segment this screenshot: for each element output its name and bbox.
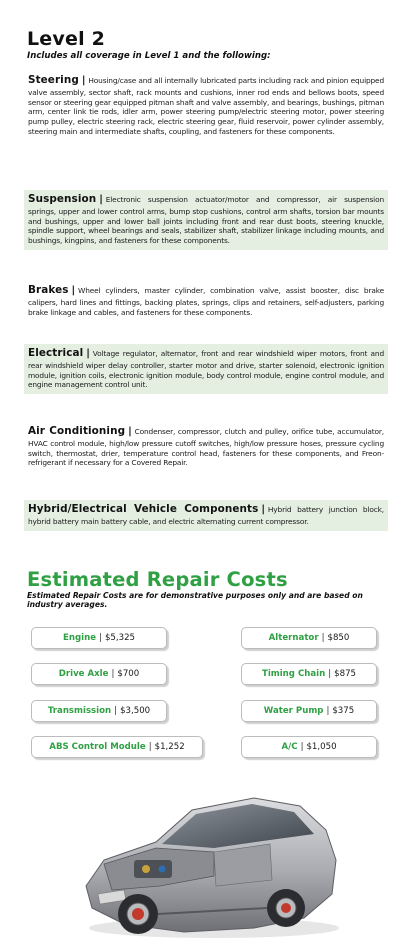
- section-brakes: [24, 281, 388, 321]
- section-heading: Electrical: [28, 347, 84, 359]
- section-text: Hybrid battery junction block, hybrid battery main battery cable, and electric alternating current compressor.: [28, 505, 384, 526]
- cost-separator: |: [328, 669, 332, 679]
- cost-name: Water Pump: [263, 706, 324, 716]
- section-heading: Steering: [28, 74, 79, 86]
- section-text: Housing/case and all internally lubricated parts including rack and pinion equipped valve assembly, sector shaft, rack mounts and cushions, inner rod ends and bellows boots, speed sensor or steering gear equipped pitman shaft and valve assembly, and bearings, bushings, pitman arm, center link tie rods, idler arm, power steering pump/electric steering motor, power steering pump pulley, electric steering rack, electric steering gear, fluid reservoir, power cylinder assembly, steering main and intermediate shafts, coupling, and fasteners for these components.: [28, 76, 384, 136]
- cost-pill-drive-axle: [31, 663, 167, 685]
- level-title: Level 2: [27, 28, 106, 50]
- section-separator: |: [81, 75, 86, 86]
- cost-separator: |: [321, 633, 325, 643]
- level-subtitle-pre: Includes all coverage in: [27, 51, 145, 61]
- front-brake: [132, 908, 144, 920]
- cost-pill-timing-chain: [241, 663, 377, 685]
- costs-title: Estimated Repair Costs: [27, 568, 288, 591]
- cost-name: Drive Axle: [58, 669, 109, 679]
- section-electrical: [24, 344, 388, 394]
- cost-value: $5,325: [104, 633, 136, 643]
- section-separator: |: [128, 426, 132, 437]
- costs-subtitle: Estimated Repair Costs are for demonstrative purposes only and are based on industry averages.: [27, 591, 363, 610]
- cost-value: $875: [334, 669, 357, 679]
- section-text: Electronic suspension actuator/motor and compressor, air suspension springs, upper and lower control arms, bump stop cushions, control arm shafts, torsion bar mounts and bushings, upper and lower ball joints including front and rear dust boots, steering knuckle, spindle support, wheel bearings and seals, stabilizer shaft, stabilizer linkage including mounts, and bushings, kingpins, and fasteners for these components.: [28, 195, 384, 246]
- level-subtitle-post: and the following:: [179, 51, 271, 61]
- cost-name: A/C: [281, 742, 298, 752]
- cost-name: Alternator: [268, 633, 319, 643]
- section-text: Voltage regulator, alternator, front and rear windshield wiper motors, front and rear windshield wiper delay controller, starter motor and drive, starter solenoid, electronic ignition module, ignition coils, electronic ignition module, body control module, engine control module, and engine management control unit.: [28, 349, 384, 390]
- engine-part: [159, 866, 166, 873]
- section-separator: |: [86, 348, 90, 359]
- car-illustration: [64, 768, 346, 944]
- cost-separator: |: [111, 669, 115, 679]
- cost-value: $850: [327, 633, 350, 643]
- cost-value: $1,050: [306, 742, 337, 752]
- car-cutaway-icon: [64, 768, 346, 944]
- level-subtitle: [27, 51, 387, 61]
- rear-brake: [281, 903, 291, 913]
- cost-separator: |: [114, 706, 118, 716]
- section-suspension: [24, 190, 388, 250]
- section-separator: |: [71, 285, 76, 296]
- cost-pill-abs-control-module: [31, 736, 203, 758]
- section-heading: Brakes: [28, 284, 69, 296]
- cost-pill-engine: [31, 627, 167, 649]
- section-air-conditioning: [24, 422, 388, 472]
- cost-name: Transmission: [47, 706, 112, 716]
- cost-value: $700: [117, 669, 140, 679]
- level-subtitle-bold: Level 1: [144, 51, 180, 61]
- engine-part: [142, 865, 150, 873]
- cost-separator: |: [99, 633, 102, 643]
- section-text: Condenser, compressor, clutch and pulley, orifice tube, accumulator, HVAC control module, high/low pressure cutoff switches, high/low pressure hoses, pressure cycling switch, thermostat, drier, temperature control head, fasteners for these components, and Freon-refrigerant if necessary for a Covered Repair.: [28, 427, 384, 468]
- section-hybrid-electrical: [24, 500, 388, 531]
- cost-pill-alternator: [241, 627, 377, 649]
- engine-block: [134, 860, 172, 878]
- section-separator: |: [99, 194, 103, 205]
- section-heading: Air Conditioning: [28, 425, 126, 437]
- cost-pill-water-pump: [241, 700, 377, 722]
- cost-value: $3,500: [120, 706, 151, 716]
- cost-value: $1,252: [154, 742, 185, 752]
- cost-pill-transmission: [31, 700, 167, 722]
- cost-separator: |: [326, 706, 330, 716]
- section-heading: Suspension: [28, 193, 97, 205]
- section-separator: |: [261, 504, 265, 515]
- section-heading: Hybrid/Electrical Vehicle Components: [28, 503, 259, 515]
- cost-name: Engine: [62, 633, 97, 643]
- cost-separator: |: [300, 742, 304, 752]
- cost-value: $375: [332, 706, 355, 716]
- cost-name: Timing Chain: [261, 669, 326, 679]
- section-text: Wheel cylinders, master cylinder, combination valve, assist booster, disc brake calipers, hard lines and fittings, backing plates, springs, clips and retainers, self-adjusters, parking brake linkage and cables, and fasteners for these components.: [28, 286, 384, 317]
- cost-separator: |: [148, 742, 152, 752]
- cost-pill-ac: [241, 736, 377, 758]
- cost-name: ABS Control Module: [49, 742, 146, 752]
- section-steering: [24, 71, 388, 141]
